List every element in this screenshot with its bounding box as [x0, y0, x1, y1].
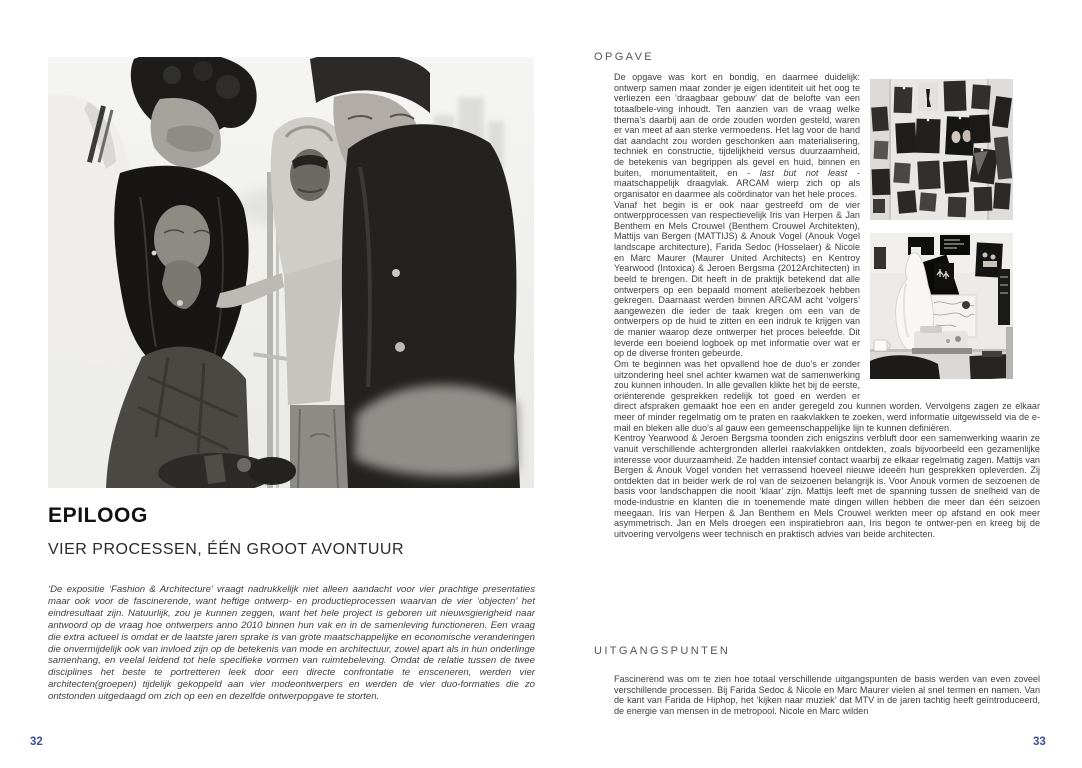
- opgave-paragraph-3: Om te beginnen was het opvallend hoe de duo’s er zonder uitzondering heel snel achter kwamen wat de samenwerking zou kunnen inhouden. In alle gevallen klikte het bij de eerste, oriënterende gesprekken redelijk tot goed en werden er direct afspraken gemaakt hoe een en ander geregeld zou kunnen worden. Vervolgens zagen ze elkaar meer of minder regelmatig om te praten en raakvlakken te zoeken, werd informatie uitgewisseld via de e-mail en bleken alle duo’s al gauw een gemeenschappelijke lijn te kunnen definiëren.: [614, 358, 1040, 433]
- moodboard-wall-photo: [870, 79, 1013, 220]
- opgave-p1-italic: last but not least: [759, 167, 848, 178]
- opgave-paragraph-4: Kentroy Yearwood & Jeroen Bergsma toonden zich enigszins verbluft door een samenwerking waarin ze vanuit verschillende achtergronden allerlei raakvlakken ontdekten, zoals bijvoorbeeld een gezamenlijke interesse voor duurzaamheid. Ze hadden intensief contact waarbij ze elkaar regelmatig zagen. Mattijs van Bergen & Anouk Vogel vonden het verrassend hoeveel nieuwe ideeën hun gesprekken opleverden. Zij ontdekten dat in beider werk de rol van de seizoenen belangrijk is. Voor Anouk vormen de seizoenen de basis voor landschappen die nooit ‘klaar’ zijn. Mattijs leeft met de spanning tussen de snelheid van de mode-industrie en klanten die in toenemende mate dingen willen hebben die meer dan één seizoen meegaan. Iris van Herpen & Jan Benthem en Mels Crouwel werkten meer op afstand en ook meer asymmetrisch. Jan en Mels droegen een inspiratiebron aan, Iris begon te ontwer-pen en kreeg bij de uitvoering vervolgens weer technisch en praktisch advies van beide architecten.: [614, 433, 1040, 539]
- opgave-heading: OPGAVE: [594, 51, 655, 63]
- uitgangspunten-heading: UITGANGSPUNTEN: [594, 645, 731, 657]
- atelier-mannequin-photo: [870, 233, 1013, 379]
- page-number-left: 32: [30, 736, 43, 748]
- page-subtitle: VIER PROCESSEN, ÉÉN GROOT AVONTUUR: [48, 541, 405, 558]
- uitgangspunten-body: [614, 674, 1040, 717]
- page-number-right: 33: [1033, 736, 1046, 748]
- opgave-body: [614, 72, 1040, 540]
- moodboard-photo: [870, 79, 1013, 220]
- intro-paragraph: ‘De expositie ‘Fashion & Architecture’ vraagt nadrukkelijk niet alleen aandacht voor vier prachtige presentaties maar ook voor de fascinerende, want heftige ontwerp- en productieprocessen waarvan de vier ‘objecten’ het eindresultaat zijn. Natuurlijk, zou je kunnen zeggen, want het hele project is geboren uit nieuwsgierigheid naar antwoord op de vraag hoe ontwerpers anno 2010 binnen hun vak en in de samenleving functioneren. Een vraag die extra actueel is omdat er de laatste jaren sprake is van grote maatschappelijke en economische veranderingen die onvermijdelijk ook van invloed zijn op de betekenis van mode en architectuur, zowel apart als in hun onderlinge samenhang, en veelal leidend tot hele specifieke vormen van ruimtebeleving. Omdat de relatie tussen de twee disciplines het beste te portretteren leek door een directe confrontatie te ensceneren, werden vier architecten(groepen) tijdelijk gekoppeld aan vier modeontwerpers en werden de vier duo-formaties die zo ontstonden uitgedaagd om zich op een en dezelfde ontwerpopgave te storten.: [48, 584, 535, 703]
- photo-stack: [870, 79, 1040, 392]
- uitgangspunten-paragraph-1: Fascinerend was om te zien hoe totaal verschillende uitgangspunten de basis werden van even zoveel verschillende processen. Bij Farida Sedoc & Nicole en Marc Maurer vielen al snel termen en namen. Van de kant van Farida de Hiphop, het ‘kijken naar muziek’ dat MTV in de jaren tachtig heeft geïntroduceerd, de energie van mensen in de metropool. Nicole en Marc wilden: [614, 674, 1040, 716]
- opgave-p1-text: De opgave was kort en bondig, en daarmee duidelijk: ontwerp samen maar zonder je eigen identiteit uit het oog te verliezen een ‘draagbaar gebouw’ dat de belofte van een totaalbele-ving inhoudt. Ten aanzien van de vraag welke thema’s daarbij aan de orde zouden worden gesteld, waren er van meet af aan sterke vermoedens. Het lag voor de hand dat aandacht zou worden geschonken aan materialisering, techniek en constructie, tijdelijkheid versus duurzaamheid, de betekenis van begrippen als gevel en huid, binnen en buiten, monumentaliteit, en -: [614, 72, 860, 178]
- opgave-paragraph-2: Vanaf het begin is er ook naar gestreefd om de vier ontwerpprocessen van respectievelijk Iris van Herpen & Jan Benthem en Mels Crouwel (Benthem Crouwel Architekten), Mattijs van Bergen (MATTIJS) & Anouk Vogel (Anouk Vogel landscape architecture), Farida Sedoc (Hosselaer) & Nicole en Marc Maurer (Maurer United Architects) en Kentroy Yearwood (Intoxica) & Jeroen Bergsma (2012Architecten) in beeld te brengen. Dit heeft in de praktijk betekend dat alle ontwerpers op een bepaald moment atelierbezoek hebben gekregen. Daarnaast werden binnen ARCAM acht ‘volgers’ aangewezen die ieder de taak kregen om een van de ontwerpers op de huid te zitten en een indruk te krijgen van de manier waarop deze ontwerper het proces beleefde. Dit leverde een boeiend logboek op met informatie over wat er op de diverse fronten gebeurde.: [614, 199, 860, 359]
- main-photo: [48, 57, 534, 488]
- studio-photo: [870, 233, 1013, 379]
- opgave-p1-text-after: - maatschappelijk draagvlak. ARCAM wierp zich op als organisator en daarmee als coördinator van het hele proces.: [614, 167, 860, 199]
- group-of-people-photo: [48, 57, 534, 488]
- page-title: EPILOOG: [48, 504, 148, 527]
